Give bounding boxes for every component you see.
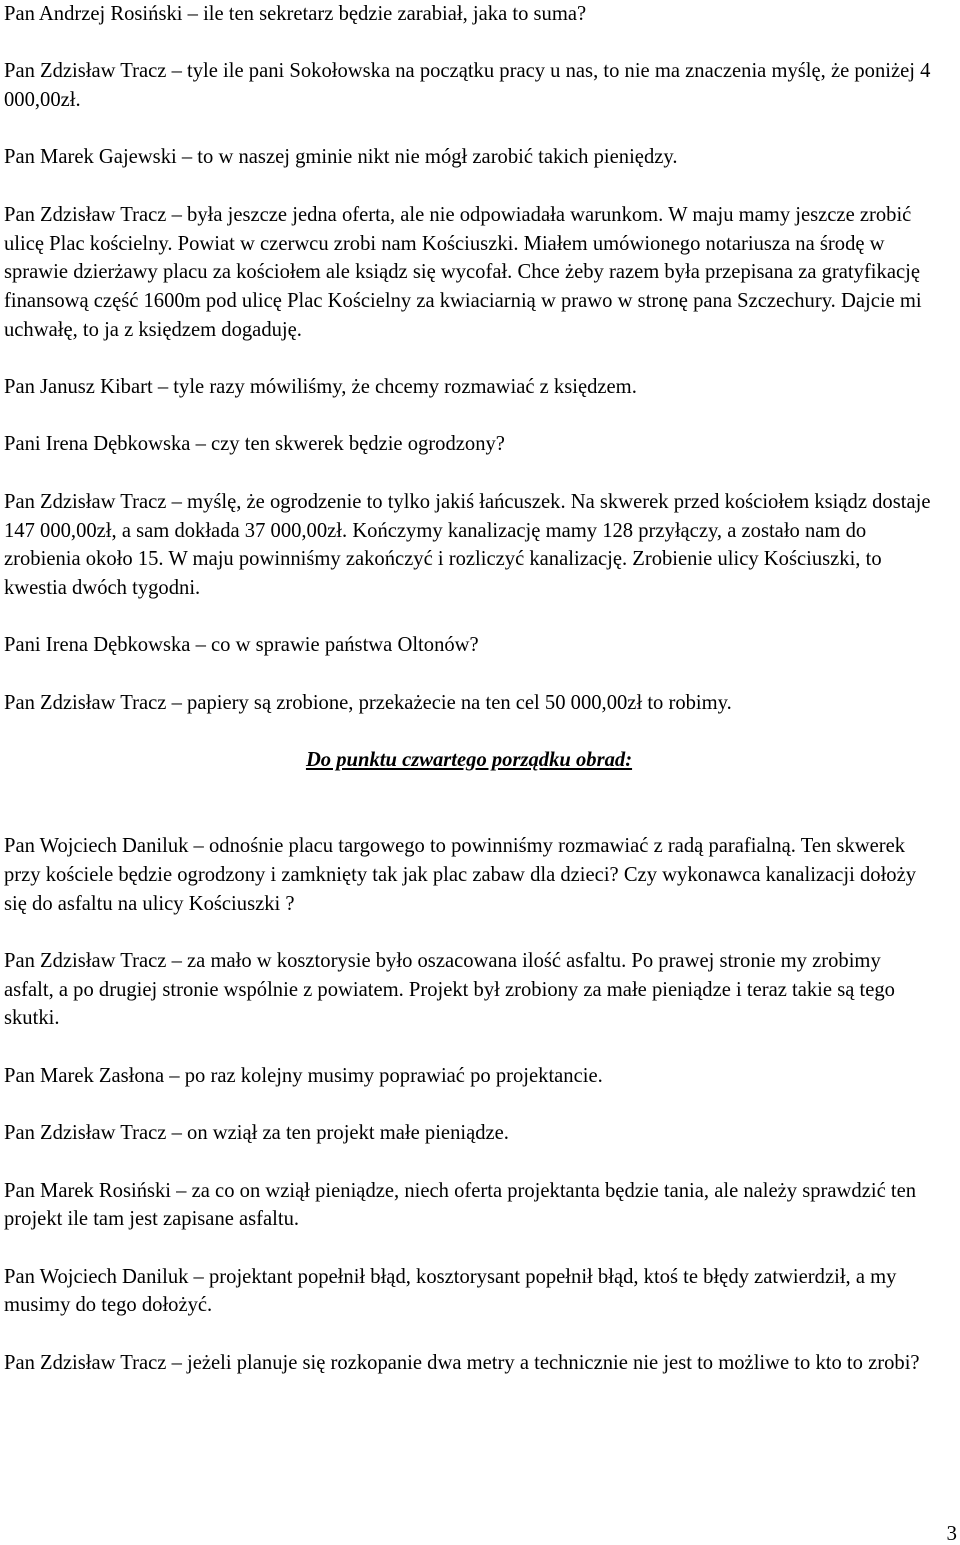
paragraph: Pan Marek Zasłona – po raz kolejny musimy poprawiać po projektancie. xyxy=(4,1064,603,1087)
paragraph: Pan Zdzisław Tracz – on wziął za ten projekt małe pieniądze. xyxy=(4,1122,509,1145)
paragraph: Pan Zdzisław Tracz – jeżeli planuje się rozkopanie dwa metry a technicznie nie jest to możliwe to kto to zrobi? xyxy=(4,1351,920,1374)
page-number: 3 xyxy=(946,1521,957,1545)
paragraph: Pani Irena Dębkowska – co w sprawie państwa Oltonów? xyxy=(4,634,479,657)
paragraph: Pan Marek Rosiński – za co on wziął pieniądze, niech oferta projektanta będzie tania, ale należy sprawdzić ten projekt ile tam jest zapisane asfaltu. xyxy=(4,1179,917,1231)
paragraph: Pan Wojciech Daniluk – odnośnie placu targowego to powinniśmy rozmawiać z radą parafialną. Ten skwerek przy kościele będzie ogrodzony i zamknięty tak jak plac zabaw dla dzieci? Czy wykonawca kanalizacji dołoży się do asfaltu na ulicy Kościuszki ? xyxy=(4,835,917,915)
paragraph: Pan Wojciech Daniluk – projektant popełnił błąd, kosztorysant popełnił błąd, ktoś te błędy zatwierdził, a my musimy do tego dołożyć. xyxy=(4,1265,897,1317)
paragraph: Pani Irena Dębkowska – czy ten skwerek będzie ogrodzony? xyxy=(4,433,505,456)
paragraph: Pan Janusz Kibart – tyle razy mówiliśmy, że chcemy rozmawiać z księdzem. xyxy=(4,376,637,399)
paragraph: Pan Marek Gajewski – to w naszej gminie nikt nie mógł zarobić takich pieniędzy. xyxy=(4,146,678,169)
paragraph: Pan Zdzisław Tracz – tyle ile pani Sokołowska na początku pracy u nas, to nie ma znaczenia myślę, że poniżej 4 000,00zł. xyxy=(4,60,931,112)
section-heading: Do punktu czwartego porządku obrad: xyxy=(305,749,633,772)
paragraph: Pan Andrzej Rosiński – ile ten sekretarz będzie zarabiał, jaka to suma? xyxy=(4,3,587,25)
document-body xyxy=(4,0,934,1406)
paragraph: Pan Zdzisław Tracz – myślę, że ogrodzenie to tylko jakiś łańcuszek. Na skwerek przed kościołem ksiądz dostaje 147 000,00zł, a sam dokłada 37 000,00zł. Kończymy kanalizację mamy 128 przyłączy, a zostało nam do zrobienia około 15. W maju powinniśmy zakończyć i rozliczyć kanalizację. Zrobienie ulicy Kościuszki, to kwestia dwóch tygodni. xyxy=(4,490,931,599)
paragraph: Pan Zdzisław Tracz – za mało w kosztorysie było oszacowana ilość asfaltu. Po prawej stronie my zrobimy asfalt, a po drugiej stronie wspólnie z powiatem. Projekt był zrobiony za małe pieniądze i teraz takie są tego skutki. xyxy=(4,950,895,1030)
paragraph: Pan Zdzisław Tracz – była jeszcze jedna oferta, ale nie odpowiadała warunkom. W maju mamy jeszcze zrobić ulicę Plac kościelny. Powiat w czerwcu zrobi nam Kościuszki. Miałem umówionego notariusza na środę w sprawie dzierżawy placu za kościołem ale ksiądz się wycofał. Chce żeby razem była przepisana za gratyfikację finansową część 1600m pod ulicę Plac Kościelny za kwiaciarnią w prawo w stronę pana Szczechury. Dajcie mi uchwałę, to ja z księdzem dogaduję. xyxy=(4,203,922,341)
paragraph: Pan Zdzisław Tracz – papiery są zrobione, przekażecie na ten cel 50 000,00zł to robimy. xyxy=(4,691,732,714)
